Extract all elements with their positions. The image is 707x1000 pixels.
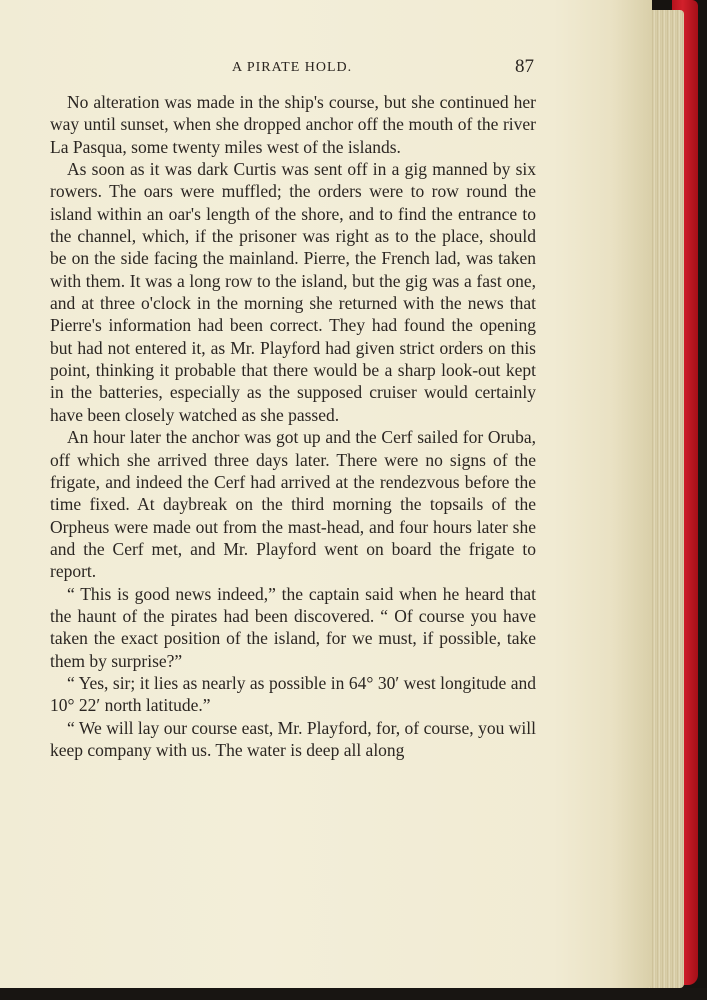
- body-text: [50, 91, 536, 761]
- running-title: A PIRATE HOLD.: [232, 60, 353, 75]
- paragraph: No alteration was made in the ship's course, but she continued her way until sunset, when she dropped anchor off the mouth of the river La Pasqua, some twenty miles west of the islands.: [50, 92, 536, 157]
- page-number: 87: [515, 56, 534, 77]
- paragraph: “ We will lay our course east, Mr. Playford, for, of course, you will keep company with us. The water is deep all along: [50, 717, 536, 760]
- paragraph: As soon as it was dark Curtis was sent off in a gig manned by six rowers. The oars were muffled; the orders were to row round the island within an oar's length of the shore, and to find the entrance to the channel, which, if the prisoner was right as to the place, should be on the side facing the mainland. Pierre, the French lad, was taken with them. It was a long row to the island, but the gig was a fast one, and at three o'clock in the morning she returned with the news that Pierre's information had been correct. They had found the opening but had not entered it, as Mr. Playford had given strict orders on this point, thinking it probable that there would be a sharp look-out kept in the batteries, especially as the supposed cruiser would certainly have been closely watched as she passed.: [50, 159, 536, 425]
- paragraph: “ Yes, sir; it lies as nearly as possible in 64° 30′ west longitude and 10° 22′ north latitude.”: [50, 672, 536, 716]
- running-head: [0, 56, 652, 86]
- paragraph: An hour later the anchor was got up and the Cerf sailed for Oruba, off which she arrived three days later. There were no signs of the frigate, and indeed the Cerf had arrived at the rendezvous before the time fixed. At daybreak on the third morning the topsails of the Orpheus were made out from the mast-head, and four hours later she and the Cerf met, and Mr. Playford went on board the frigate to report.: [50, 427, 536, 582]
- scan-bottom-border: [0, 988, 707, 1000]
- paragraph: “ This is good news indeed,” the captain said when he heard that the haunt of the pirates had been discovered. “ Of course you have taken the exact position of the island, for we must, if possible, take them by surprise?”: [50, 583, 536, 671]
